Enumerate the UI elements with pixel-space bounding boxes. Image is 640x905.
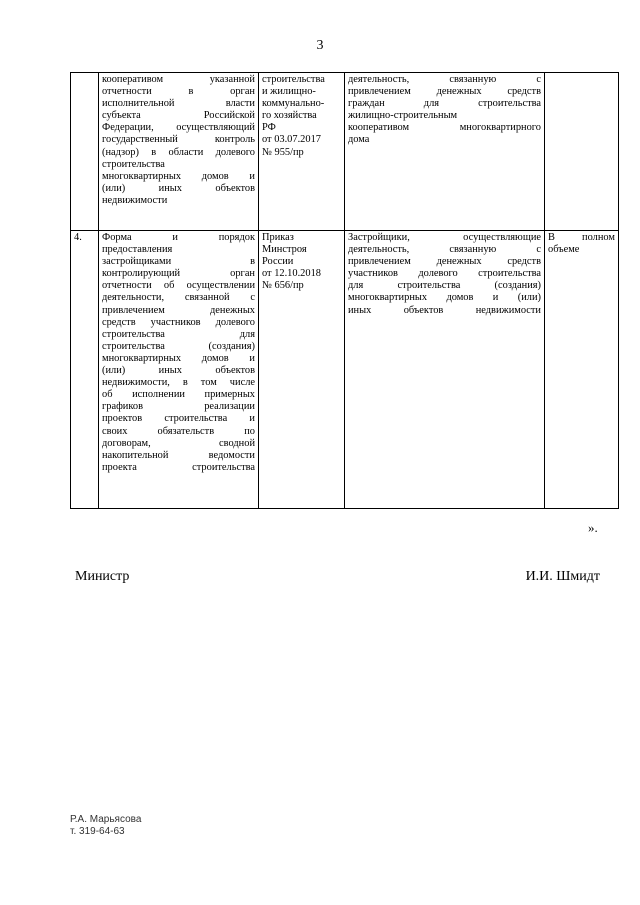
scope-cell: В полном объеме	[545, 231, 619, 509]
requirement-name-cell: кооперативом указанной отчетности в орган исполнительной власти субъекта Российской Федерации, осуществляющий государственный контроль (надзор) в области долевого строительства многоквартирных домов и (или) иных объектов недвижимости	[99, 73, 259, 231]
table-row	[71, 73, 619, 231]
legal-act-cell: Приказ Минстроя России от 12.10.2018 № 656/пр	[259, 231, 345, 509]
page-number: 3	[316, 38, 324, 53]
executor-phone: т. 319-64-63	[70, 826, 125, 837]
affected-persons-cell: деятельность, связанную с привлечением денежных средств граждан для строительства жилищно-строительным кооперативом многоквартирного дома	[345, 73, 545, 231]
affected-persons-cell: Застройщики, осуществляющие деятельность, связанную с привлечением денежных средств участников долевого строительства для строительства (создания) многоквартирных домов и (или) иных объектов недвижимости	[345, 231, 545, 509]
row-number-cell	[71, 73, 99, 231]
executor-name: Р.А. Марьясова	[70, 814, 142, 825]
scope-cell	[545, 73, 619, 231]
closing-quote-mark: ».	[588, 520, 598, 535]
table-row	[71, 231, 619, 509]
signatory-position: Министр	[75, 569, 130, 584]
requirement-name-cell: Форма и порядок предоставления застройщиками в контролирующий орган отчетности об осуществлении деятельности, связанной с привлечением денежных средств участников долевого строительства для строительства (создания) многоквартирных домов и (или) иных объектов недвижимости, в том числе об исполнении примерных графиков реализации проектов строительства и своих обязательств по договорам, сводной накопительной ведомости проекта строительства	[99, 231, 259, 509]
row-number-cell: 4.	[71, 231, 99, 509]
signatory-name: И.И. Шмидт	[525, 569, 600, 584]
regulations-table	[70, 72, 619, 509]
legal-act-cell: строительства и жилищно- коммунально- го хозяйства РФ от 03.07.2017 № 955/пр	[259, 73, 345, 231]
